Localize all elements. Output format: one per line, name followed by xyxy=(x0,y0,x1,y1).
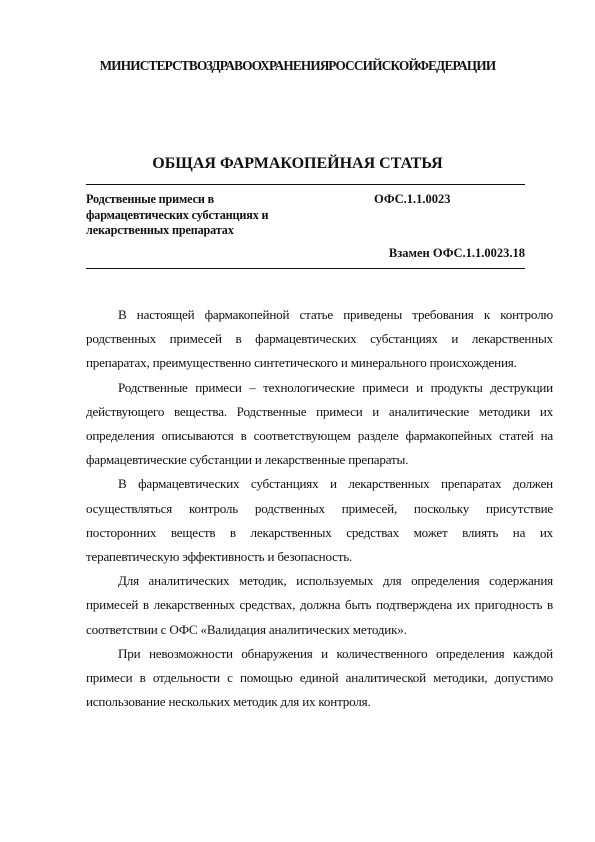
body-text xyxy=(86,303,553,714)
header-rule-bottom xyxy=(86,268,525,269)
body-paragraph: В настоящей фармакопейной статье приведены требования к контролю родственных примесей в фармацевтических субстанциях и лекарственных препаратах, преимущественно синтетического и минерального происхождения. xyxy=(86,307,553,371)
header-rule-top xyxy=(86,184,525,185)
document-replaces: Взамен ОФС.1.1.0023.18 xyxy=(388,246,525,260)
document-name xyxy=(86,192,316,239)
body-paragraph: При невозможности обнаружения и количественного определения каждой примеси в отдельности с помощью единой аналитической методики, допустимо использование нескольких методик для их контроля. xyxy=(86,645,553,710)
body-paragraph: Родственные примеси – технологические примеси и продукты деструкции действующего вещества. Родственные примеси и аналитические методики их определения описываются в соответствующем разделе фармакопейных статей на фармацевтические субстанции и лекарственные препараты. xyxy=(86,379,553,468)
body-paragraph: В фармацевтических субстанциях и лекарственных препаратах должен осуществляться контроль родственных примесей, поскольку присутствие посторонних веществ в лекарственных средствах может влиять на их терапевтическую эффективность и безопасность. xyxy=(86,476,553,565)
document-name-line: лекарственных препаратах xyxy=(86,223,234,237)
document-code: ОФС.1.1.0023 xyxy=(374,192,451,206)
document-name-line: Родственные примеси в xyxy=(86,192,215,206)
document-name-line: фармацевтических субстанциях и xyxy=(86,207,269,222)
ministry-heading: МИНИСТЕРСТВО ЗДРАВООХРАНЕНИЯ РОССИЙСКОЙ ФЕДЕРАЦИИ xyxy=(99,58,496,73)
body-paragraph: Для аналитических методик, используемых для определения содержания примесей в лекарственных средствах, должна быть подтверждена их пригодность в соответствии с ОФС «Валидация аналитических методик». xyxy=(86,573,553,637)
document-type-title: ОБЩАЯ ФАРМАКОПЕЙНАЯ СТАТЬЯ xyxy=(152,155,443,172)
